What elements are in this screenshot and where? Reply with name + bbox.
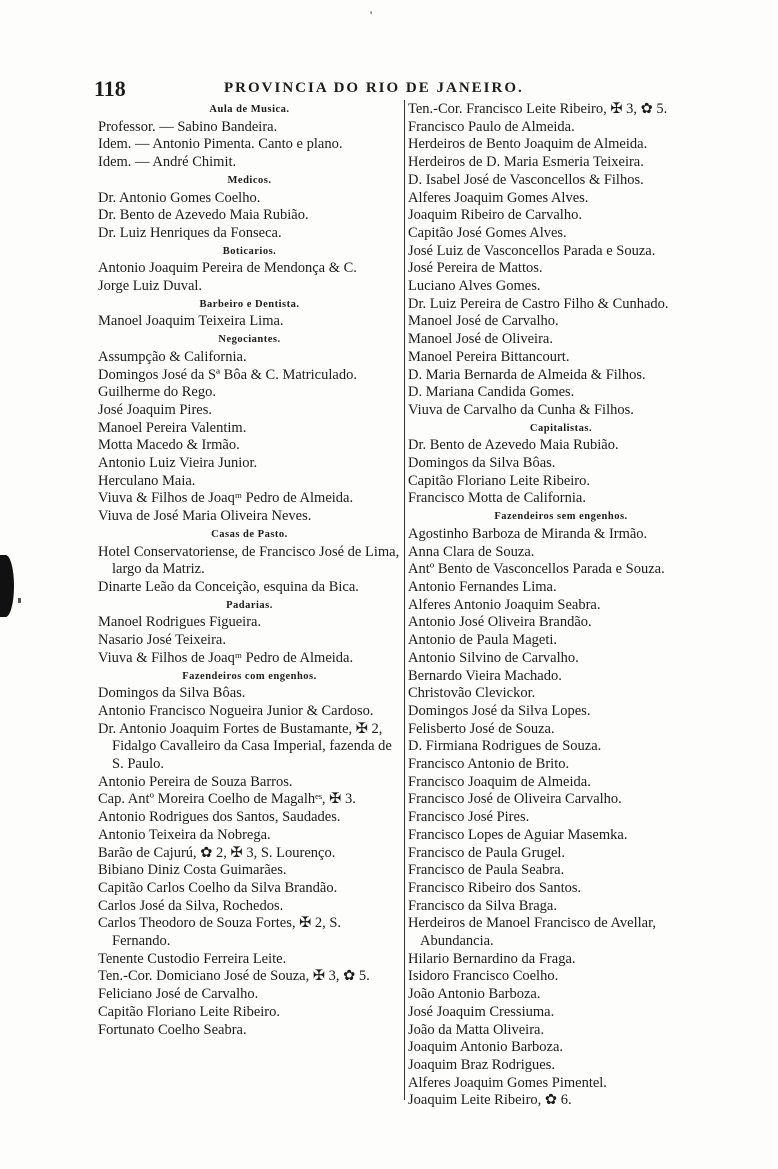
ink-speck xyxy=(18,598,21,603)
list-item: José Joaquim Cressiuma. xyxy=(408,1003,555,1020)
list-item: Antonio Fernandes Lima. xyxy=(408,578,557,595)
list-item: Francisco de Paula Grugel. xyxy=(408,844,566,861)
list-item: Dr. Bento de Azevedo Maia Rubião. xyxy=(98,207,309,224)
list-item: Herdeiros de Manoel Francisco de Avellar, Abundancia. xyxy=(408,915,656,950)
list-item: Domingos José da Sª Bôa & C. Matriculado. xyxy=(98,366,357,383)
list-item: Alferes Joaquim Gomes Alves. xyxy=(408,189,589,206)
list-item: João Antonio Barboza. xyxy=(408,986,541,1003)
list-item: Capitão José Gomes Alves. xyxy=(408,224,567,241)
list-item: Bibiano Diniz Costa Guimarães. xyxy=(98,862,287,879)
list-item: Alferes Antonio Joaquim Seabra. xyxy=(408,596,601,613)
page-header xyxy=(94,76,714,100)
list-item: Assumpção & California. xyxy=(98,348,247,365)
list-item: Francisco Paulo de Almeida. xyxy=(408,118,575,135)
list-item: D. Isabel José de Vasconcellos & Filhos. xyxy=(408,171,644,188)
list-item: Francisco José de Oliveira Carvalho. xyxy=(408,791,622,808)
section-heading: Capitalistas. xyxy=(529,422,593,434)
list-item: Antonio Pereira de Souza Barros. xyxy=(98,773,293,790)
list-item: Christovão Clevickor. xyxy=(408,685,536,702)
list-item: Agostinho Barboza de Miranda & Irmão. xyxy=(408,525,648,542)
list-item: Manoel Joaquim Teixeira Lima. xyxy=(98,313,284,330)
list-item: Antonio José Oliveira Brandão. xyxy=(408,614,592,631)
list-item: Dr. Antonio Gomes Coelho. xyxy=(98,189,261,206)
list-item: Fortunato Coelho Seabra. xyxy=(98,1021,247,1038)
section-heading: Fazendeiros sem engenhos. xyxy=(494,511,628,523)
list-item: Manoel Pereira Bittancourt. xyxy=(408,348,570,365)
right-column xyxy=(408,101,714,1110)
running-title: PROVINCIA DO RIO DE JANEIRO. xyxy=(224,80,524,96)
list-item: José Pereira de Mattos. xyxy=(408,260,543,277)
list-item: Viuva & Filhos de Joaqᵐ Pedro de Almeida. xyxy=(98,649,354,666)
list-item: Antonio de Paula Mageti. xyxy=(408,632,558,649)
list-item: Dr. Bento de Azevedo Maia Rubião. xyxy=(408,437,619,454)
list-item: Francisco Joaquim de Almeida. xyxy=(408,773,591,790)
list-item: José Joaquim Pires. xyxy=(98,401,212,418)
list-item: Joaquim Leite Ribeiro, ✿ 6. xyxy=(408,1092,572,1109)
list-item: Francisco da Silva Braga. xyxy=(408,897,557,914)
list-item: Francisco Lopes de Aguiar Masemka. xyxy=(408,826,628,843)
list-item: Dr. Luiz Pereira de Castro Filho & Cunhado. xyxy=(408,295,669,312)
list-item: D. Maria Bernarda de Almeida & Filhos. xyxy=(408,366,646,383)
list-item: Antonio Francisco Nogueira Junior & Cardoso. xyxy=(98,702,374,719)
list-item: D. Firmiana Rodrigues de Souza. xyxy=(408,738,602,755)
list-item: Domingos da Silva Bôas. xyxy=(408,455,556,472)
list-item: Feliciano José de Carvalho. xyxy=(98,986,259,1003)
list-item: Domingos da Silva Bôas. xyxy=(98,685,246,702)
list-item: Joaquim Braz Rodrigues. xyxy=(408,1056,555,1073)
list-item: Manoel Rodrigues Figueira. xyxy=(98,614,262,631)
list-item: Guilherme do Rego. xyxy=(98,384,216,401)
list-item: Dinarte Leão da Conceição, esquina da Bica. xyxy=(98,578,359,595)
list-item: João da Matta Oliveira. xyxy=(408,1021,545,1038)
list-item: Joaquim Ribeiro de Carvalho. xyxy=(408,207,582,224)
list-item: Carlos Theodoro de Souza Fortes, ✠ 2, S. Fernando. xyxy=(98,915,342,950)
list-item: Francisco de Paula Seabra. xyxy=(408,862,565,879)
list-item: Tenente Custodio Ferreira Leite. xyxy=(98,950,287,967)
list-item: Professor. — Sabino Bandeira. xyxy=(98,118,278,135)
list-item: Carlos José da Silva, Rochedos. xyxy=(98,897,284,914)
list-item: Viuva de José Maria Oliveira Neves. xyxy=(98,508,312,525)
section-heading: Boticarios. xyxy=(222,245,277,257)
list-item: Manoel Pereira Valentim. xyxy=(98,419,247,436)
list-item: Luciano Alves Gomes. xyxy=(408,278,541,295)
list-item: Herdeiros de D. Maria Esmeria Teixeira. xyxy=(408,154,644,171)
list-item: Anna Clara de Souza. xyxy=(408,543,535,560)
list-item: Herculano Maia. xyxy=(98,472,196,489)
list-item: Viuva & Filhos de Joaqᵐ Pedro de Almeida. xyxy=(98,490,354,507)
list-item: Antonio Rodrigues dos Santos, Saudades. xyxy=(98,809,341,826)
list-item: Capitão Carlos Coelho da Silva Brandão. xyxy=(98,879,338,896)
section-heading: Barbeiro e Dentista. xyxy=(199,298,300,310)
list-item: Felisberto José de Souza. xyxy=(408,720,555,737)
list-item: Cap. Antº Moreira Coelho de Magalhᵉˢ, ✠ 3. xyxy=(98,791,356,808)
list-item: Antonio Silvino de Carvalho. xyxy=(408,649,579,666)
section-heading: Fazendeiros com engenhos. xyxy=(182,670,317,682)
list-item: Ten.-Cor. Domiciano José de Souza, ✠ 3, ✿ 5. xyxy=(98,968,370,985)
list-item: Francisco Motta de California. xyxy=(408,490,586,507)
list-item: Manoel José de Oliveira. xyxy=(408,331,553,348)
list-item: Francisco José Pires. xyxy=(408,809,530,826)
list-item: Antº Bento de Vasconcellos Parada e Souza. xyxy=(408,561,665,578)
list-item: Alferes Joaquim Gomes Pimentel. xyxy=(408,1074,607,1091)
list-item: Joaquim Antonio Barboza. xyxy=(408,1039,564,1056)
ink-blot xyxy=(0,555,14,617)
list-item: Hilario Bernardino da Fraga. xyxy=(408,950,576,967)
section-heading: Aula de Musica. xyxy=(209,104,290,115)
list-item: Capitão Floriano Leite Ribeiro. xyxy=(408,472,591,489)
list-item: Francisco Ribeiro dos Santos. xyxy=(408,879,582,896)
list-item: Antonio Joaquim Pereira de Mendonça & C. xyxy=(98,260,357,277)
page-number: 118 xyxy=(94,76,126,101)
list-item: Nasario José Teixeira. xyxy=(98,632,226,649)
list-item: Manoel José de Carvalho. xyxy=(408,313,559,330)
list-item: Bernardo Vieira Machado. xyxy=(408,667,562,684)
list-item: Jorge Luiz Duval. xyxy=(98,278,203,295)
list-item: Ten.-Cor. Francisco Leite Ribeiro, ✠ 3, ✿ 5. xyxy=(408,101,668,117)
section-heading: Negociantes. xyxy=(218,334,281,346)
section-heading: Padarias. xyxy=(226,599,273,611)
list-item: Dr. Antonio Joaquim Fortes de Bustamante, ✠ 2, Fidalgo Cavalleiro da Casa Imperial, fazenda de S. Paulo. xyxy=(98,720,392,773)
section-heading: Medicos. xyxy=(227,174,272,186)
list-item: Francisco Antonio de Brito. xyxy=(408,756,570,773)
page-mark: ' xyxy=(370,8,373,22)
list-item: Antonio Teixeira da Nobrega. xyxy=(98,826,271,843)
list-item: Motta Macedo & Irmão. xyxy=(98,437,240,454)
list-item: Herdeiros de Bento Joaquim de Almeida. xyxy=(408,136,648,153)
list-item: Capitão Floriano Leite Ribeiro. xyxy=(98,1003,281,1020)
list-item: Viuva de Carvalho da Cunha & Filhos. xyxy=(408,401,634,418)
list-item: Dr. Luiz Henriques da Fonseca. xyxy=(98,224,282,241)
left-column xyxy=(98,101,401,1039)
list-item: Hotel Conservatoriense, de Francisco José de Lima, largo da Matriz. xyxy=(98,543,400,578)
list-item: Isidoro Francisco Coelho. xyxy=(408,968,559,985)
list-item: José Luiz de Vasconcellos Parada e Souza. xyxy=(408,242,656,259)
list-item: Idem. — André Chimit. xyxy=(98,154,237,171)
column-divider xyxy=(404,100,405,1100)
section-heading: Casas de Pasto. xyxy=(211,528,288,540)
list-item: D. Mariana Candida Gomes. xyxy=(408,384,575,401)
list-item: Domingos José da Silva Lopes. xyxy=(408,702,591,719)
list-item: Antonio Luiz Vieira Junior. xyxy=(98,455,258,472)
list-item: Barão de Cajurú, ✿ 2, ✠ 3, S. Lourenço. xyxy=(98,844,336,861)
list-item: Idem. — Antonio Pimenta. Canto e plano. xyxy=(98,136,343,153)
